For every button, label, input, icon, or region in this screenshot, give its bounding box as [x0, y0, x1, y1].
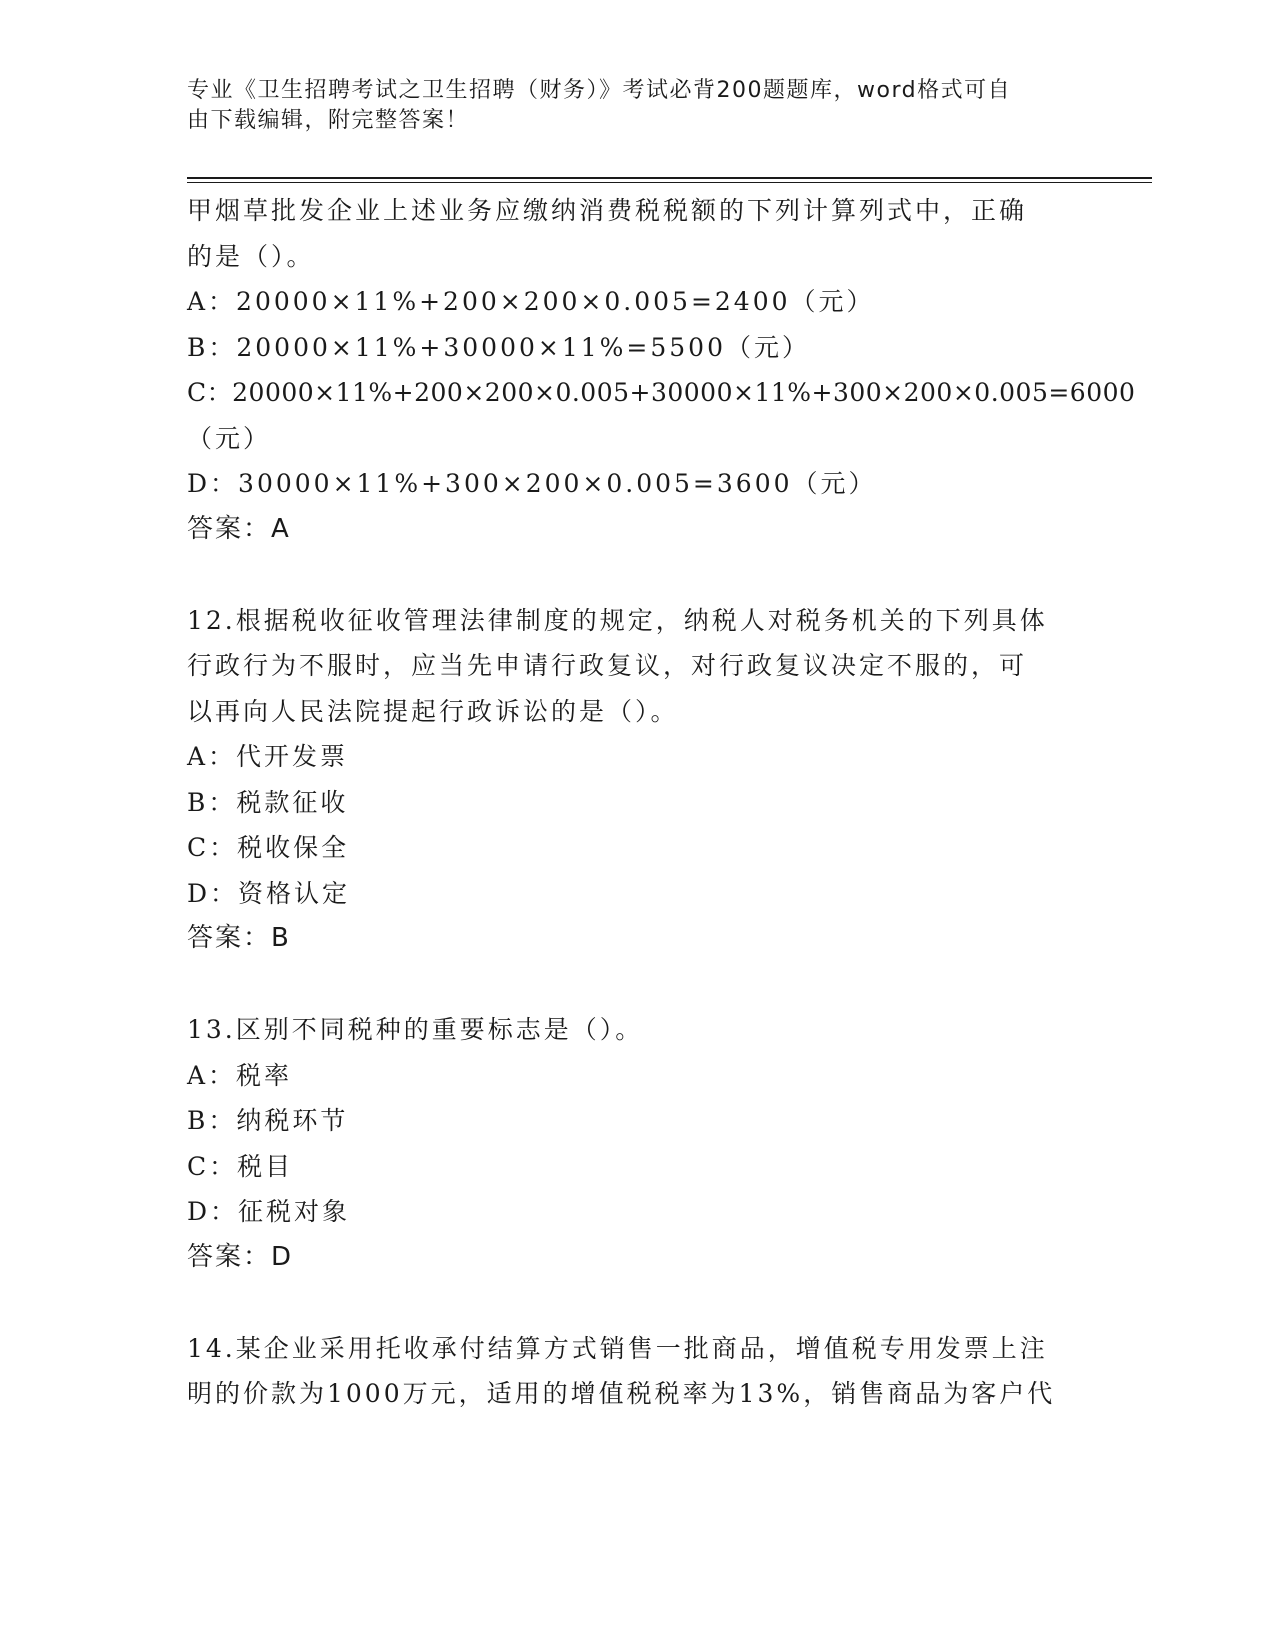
- option-b: B：20000×11%+30000×11%=5500（元）: [187, 332, 810, 362]
- question-stem-line: 的是（）。: [187, 241, 315, 271]
- option-c: C：20000×11%+200×200×0.005+30000×11%+300×200×0.005=6000: [187, 378, 1136, 407]
- option-c-continued: （元）: [187, 423, 272, 453]
- header-divider-thick: [187, 177, 1152, 179]
- question-12: [187, 598, 1087, 962]
- question-stem-line: 行政行为不服时，应当先申请行政复议，对行政复议决定不服的，可: [187, 651, 1028, 680]
- option-b: B：纳税环节: [187, 1106, 349, 1135]
- question-stem-line: 14.某企业采用托收承付结算方式销售一批商品，增值税专用发票上注: [187, 1333, 1048, 1363]
- option-b: B：税款征收: [187, 787, 349, 817]
- document-header: [187, 76, 1067, 136]
- question-11: [187, 188, 1136, 552]
- option-d: D：30000×11%+300×200×0.005=3600（元）: [187, 469, 877, 498]
- question-13: [187, 1007, 1087, 1280]
- question-stem-line: 明的价款为1000万元，适用的增值税税率为13%，销售商品为客户代: [187, 1379, 1056, 1408]
- header-divider-thin: [187, 182, 1152, 183]
- option-d: D：资格认定: [187, 878, 351, 908]
- option-a: A：代开发票: [187, 742, 349, 771]
- question-14: [187, 1326, 1087, 1417]
- option-a: A：20000×11%+200×200×0.005=2400（元）: [187, 287, 875, 316]
- option-c: C：税目: [187, 1151, 294, 1181]
- answer-label: 答案：B: [187, 923, 291, 953]
- spacer: [187, 1280, 1087, 1326]
- question-stem-line: 甲烟草批发企业上述业务应缴纳消费税税额的下列计算列式中，正确: [187, 196, 1028, 225]
- question-stem-line: 13.区别不同税种的重要标志是（）。: [187, 1015, 644, 1044]
- question-list: [187, 188, 1136, 1417]
- answer-label: 答案：A: [187, 513, 291, 544]
- header-line-2: 由下载编辑，附完整答案！: [187, 108, 470, 133]
- answer-label: 答案：D: [187, 1241, 294, 1272]
- option-d: D：征税对象: [187, 1197, 351, 1226]
- question-stem-line: 以再向人民法院提起行政诉讼的是（）。: [187, 696, 679, 726]
- spacer: [187, 552, 1087, 598]
- header-line-1: 专业《卫生招聘考试之卫生招聘（财务）》考试必背200题题库，word格式可自: [187, 78, 1012, 103]
- question-stem-line: 12.根据税收征收管理法律制度的规定，纳税人对税务机关的下列具体: [187, 605, 1048, 635]
- option-c: C：税收保全: [187, 833, 350, 862]
- spacer: [187, 962, 1087, 1008]
- option-a: A：税率: [187, 1060, 293, 1090]
